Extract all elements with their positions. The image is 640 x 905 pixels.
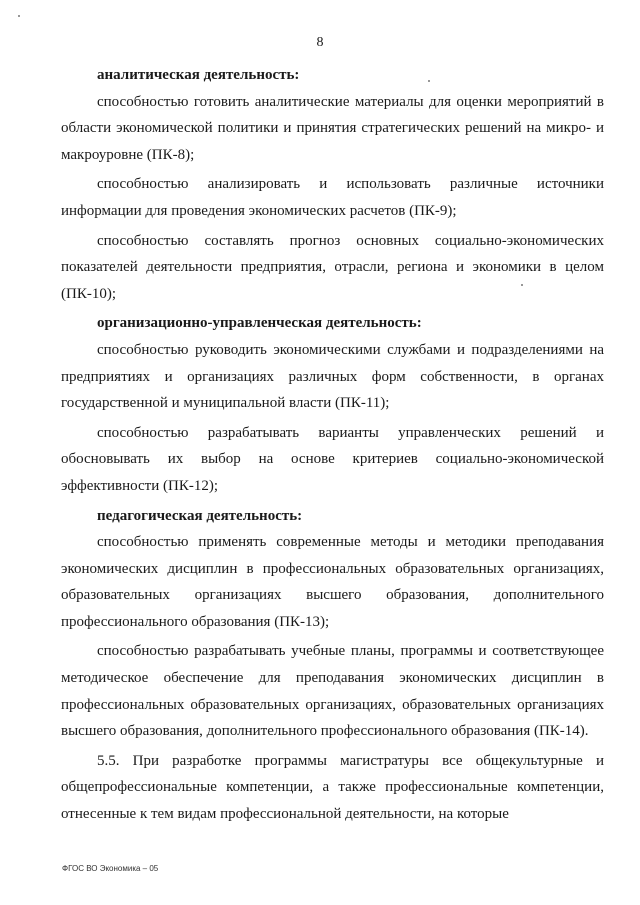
paragraph-pk-8: способностью готовить аналитические материалы для оценки мероприятий в области экономической политики и принятия стратегических решений на микро- и макроуровне (ПК-8); [61,93,604,163]
paragraph-pk-13: способностью применять современные методы и методики преподавания экономических дисциплин в профессиональных образовательных организациях, образовательных организациях высшего образования, дополнительного профессионального образования (ПК-13); [61,534,604,630]
paragraph-pk-12: способностью разрабатывать варианты управленческих решений и обосновывать их выбор на основе критериев социально-экономической эффективности (ПК-12); [61,424,604,494]
section-heading-pedagogical: педагогическая деятельность: [97,507,303,524]
scan-speck [428,80,430,82]
scan-speck [18,15,20,17]
paragraph-pk-11: способностью руководить экономическими службами и подразделениями на предприятиях и организациях различных форм собственности, в органах государственной и муниципальной власти (ПК-11); [61,341,604,412]
paragraph-pk-10: способностью составлять прогноз основных социально-экономических показателей деятельности предприятия, отрасли, региона и экономики в целом (ПК-10); [61,232,604,302]
paragraph-pk-14: способностью разрабатывать учебные планы, программы и соответствующее методическое обеспечение для преподавания экономических дисциплин в профессиональных образовательных организациях, образовательных организациях высшего образования, дополнительного профессионального образования (ПК-14). [61,643,604,740]
page-footer: ФГОС ВО Экономика – 05 [62,864,159,873]
scan-speck [521,284,523,286]
section-heading-managerial: организационно-управленческая деятельность: [97,315,422,332]
section-heading-analytical: аналитическая деятельность: [97,67,300,83]
page-number: 8 [316,35,324,50]
paragraph-pk-9: способностью анализировать и использовать различные источники информации для проведения экономических расчетов (ПК-9); [61,176,604,219]
paragraph-5-5: 5.5. При разработке программы магистратуры все общекультурные и общепрофессиональные компетенции, а также профессиональные компетенции, отнесенные к тем видам профессиональной деятельности, на которые [61,752,604,823]
document-body [61,62,604,828]
